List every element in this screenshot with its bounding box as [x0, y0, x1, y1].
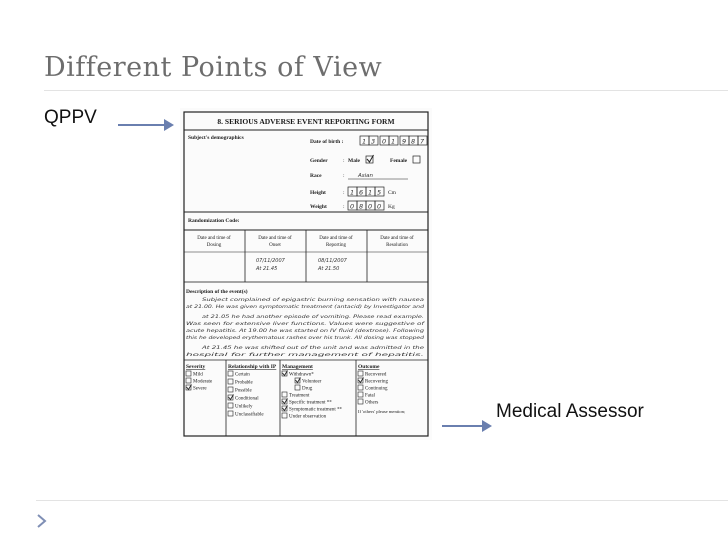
- svg-text:1: 1: [350, 188, 355, 197]
- svg-text:Volunteer: Volunteer: [302, 379, 322, 385]
- svg-text:Dosing: Dosing: [206, 243, 222, 248]
- svg-text:Fatal: Fatal: [365, 393, 375, 399]
- height-boxes: [348, 187, 384, 197]
- svg-text:7: 7: [420, 137, 425, 146]
- svg-text:Probable: Probable: [235, 380, 253, 386]
- svg-text:0: 0: [382, 137, 387, 146]
- svg-text:Recovering: Recovering: [365, 379, 389, 385]
- svg-text::: :: [343, 158, 345, 164]
- svg-text:Onset: Onset: [269, 243, 281, 248]
- svg-text:Possible: Possible: [235, 388, 252, 394]
- svg-text:Resolution: Resolution: [386, 243, 408, 248]
- race-label: Race: [310, 173, 322, 179]
- title-divider: [44, 90, 728, 91]
- svg-text:Conditional: Conditional: [235, 396, 259, 402]
- svg-text:Date and time of: Date and time of: [380, 236, 414, 241]
- reporting-time: At 21.50: [318, 266, 340, 272]
- demographics-label: Subject's demographics: [188, 135, 244, 141]
- svg-text:0: 0: [377, 202, 382, 211]
- svg-text:Certain: Certain: [235, 372, 250, 378]
- svg-text:hospital for further managemen: hospital for further management of hepatitis.: [186, 353, 284, 358]
- svg-text:Treatment: Treatment: [289, 393, 310, 399]
- svg-text:0: 0: [350, 202, 355, 211]
- svg-text::: :: [343, 204, 345, 210]
- weight-unit: Kg: [388, 204, 395, 210]
- footer-divider: [36, 500, 728, 501]
- svg-text::: :: [343, 190, 345, 196]
- svg-text:Date and time of: Date and time of: [258, 236, 292, 241]
- svg-text:Outcome: Outcome: [358, 364, 380, 370]
- slide-title: Different Points of View: [44, 52, 383, 83]
- svg-text:at 21.05 he had another episod: at 21.05 he had another episode of vomiting. Please read example.: [202, 315, 348, 320]
- svg-text:Severity: Severity: [186, 364, 206, 370]
- svg-text:Severe: Severe: [193, 386, 207, 392]
- svg-text:Relationship with IP: Relationship with IP: [228, 364, 277, 370]
- svg-text:Management: Management: [282, 364, 313, 370]
- form-heading: 8. SERIOUS ADVERSE EVENT REPORTING FORM: [217, 117, 395, 126]
- svg-text:6: 6: [359, 188, 364, 197]
- svg-text:Date and time of: Date and time of: [197, 236, 231, 241]
- svg-text::: :: [343, 173, 345, 179]
- svg-text:at 21.00. He was given symptom: at 21.00. He was given symptomatic treatment (antacid) by Investigator and: [186, 305, 352, 310]
- description-label: Description of the event(s): [186, 289, 248, 295]
- gender-male: Male: [348, 158, 360, 164]
- svg-text:Mild: Mild: [193, 372, 203, 378]
- gender-female: Female: [390, 158, 408, 164]
- svg-text:8: 8: [359, 202, 364, 211]
- onset-time: At 21.45: [256, 266, 278, 272]
- svg-text:acute hepatitis. At 19.00 he w: acute hepatitis. At 19.00 he was started on IV fluid (dextrose). Following: [186, 329, 343, 334]
- svg-text:Unlikely: Unlikely: [235, 404, 253, 410]
- svg-text:Date and time of: Date and time of: [319, 236, 353, 241]
- bullet-icon: [36, 513, 48, 534]
- assessor-arrow: [442, 425, 490, 427]
- qppv-label: QPPV: [44, 107, 97, 128]
- medical-assessor-label: Medical Assessor: [496, 401, 644, 422]
- svg-text:1: 1: [362, 137, 367, 146]
- svg-text:Was seen for extensive liver f: Was seen for extensive liver functions. Values were suggestive of: [186, 322, 327, 327]
- svg-text:Specific treatment **: Specific treatment **: [289, 400, 332, 406]
- svg-text:If 'others' please mention;: If 'others' please mention;: [358, 409, 406, 414]
- svg-text:Moderate: Moderate: [193, 379, 213, 385]
- svg-text:Reporting: Reporting: [326, 243, 346, 248]
- svg-text:3: 3: [371, 137, 376, 146]
- dob-label: Date of birth :: [310, 139, 344, 145]
- svg-text:this he developed erythematous: this he developed erythematous rashes over his trunk. All dosing was stopped: [186, 336, 355, 341]
- qppv-arrow: [118, 124, 172, 126]
- weight-boxes: [348, 201, 384, 211]
- svg-text:Recovered: Recovered: [365, 372, 387, 378]
- svg-text:Subject complained of epigastr: Subject complained of epigastric burning sensation with nausea: [202, 298, 340, 303]
- svg-text:0: 0: [368, 202, 373, 211]
- svg-text:Symptomatic treatment **: Symptomatic treatment **: [289, 407, 343, 413]
- svg-text:Others: Others: [365, 400, 379, 406]
- height-label: Height: [310, 190, 326, 196]
- height-unit: Cm: [388, 190, 396, 196]
- svg-text:1: 1: [391, 137, 396, 146]
- svg-text:Under observation: Under observation: [289, 414, 327, 420]
- svg-text:Continuing: Continuing: [365, 386, 388, 392]
- svg-text:Drug: Drug: [302, 386, 313, 392]
- svg-text:At 21.45 he was shifted out of: At 21.45 he was shifted out of the unit and was admitted in the: [202, 346, 339, 351]
- svg-text:Withdrawn*: Withdrawn*: [289, 372, 314, 378]
- onset-date: 07/11/2007: [256, 258, 285, 264]
- svg-text:9: 9: [402, 137, 407, 146]
- gender-label: Gender: [310, 158, 328, 164]
- svg-text:5: 5: [377, 188, 382, 197]
- race-value: Asian: [358, 173, 374, 179]
- adverse-event-form-scan: [180, 108, 432, 440]
- svg-text:Unclassifiable: Unclassifiable: [235, 412, 264, 418]
- reporting-date: 08/11/2007: [318, 258, 347, 264]
- svg-text:8: 8: [411, 137, 416, 146]
- svg-text:1: 1: [368, 188, 373, 197]
- randomization-label: Randomization Code:: [188, 218, 240, 224]
- weight-label: Weight: [310, 204, 327, 210]
